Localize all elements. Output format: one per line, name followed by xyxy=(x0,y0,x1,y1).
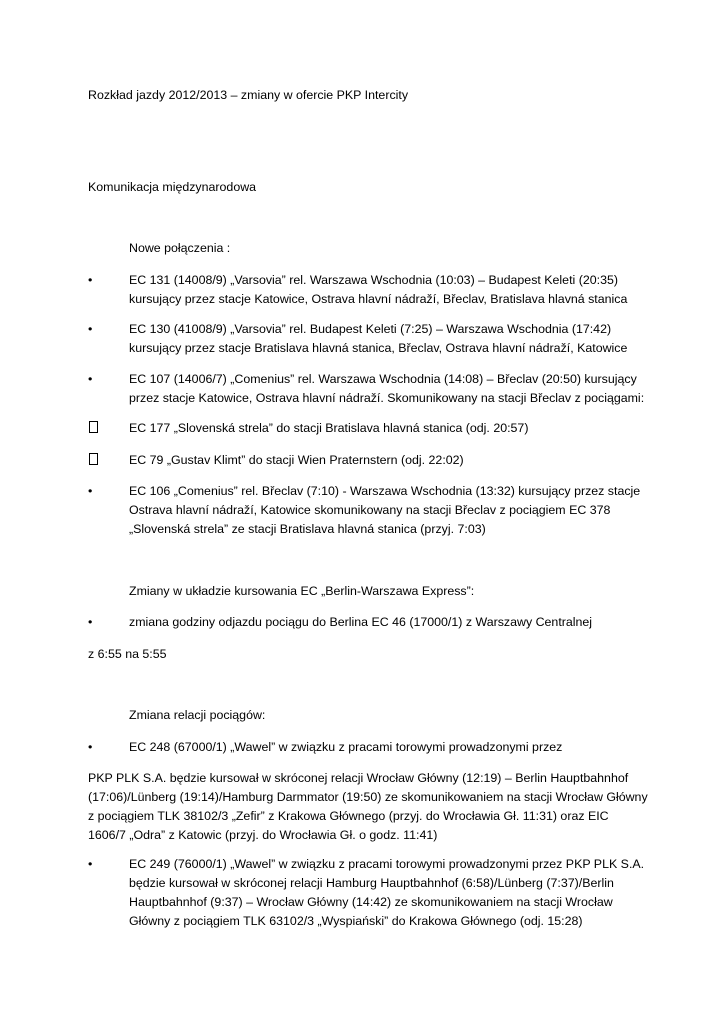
bullet-marker: • xyxy=(88,740,93,754)
checkbox-square-icon xyxy=(88,419,129,438)
bullet-marker: • xyxy=(88,857,93,871)
list-item-text: zmiana godziny odjazdu pociągu do Berlina EC 46 (17000/1) z Warszawy Centralnej xyxy=(129,615,593,629)
list-item xyxy=(88,451,648,470)
document-title: Rozkład jazdy 2012/2013 – zmiany w ofercie PKP Intercity xyxy=(88,88,409,102)
route-changes-heading: Zmiana relacji pociągów: xyxy=(129,708,266,722)
section-heading: Komunikacja międzynarodowa xyxy=(88,180,257,194)
list-item xyxy=(88,482,648,539)
new-connections-heading: Nowe połączenia : xyxy=(129,241,231,255)
list-item xyxy=(88,419,648,438)
berlin-express-heading: Zmiany w układzie kursowania EC „Berlin-Warszawa Express”: xyxy=(129,584,475,598)
list-item xyxy=(88,320,648,358)
list-item xyxy=(88,370,648,408)
continuation-text: PKP PLK S.A. będzie kursował w skróconej relacji Wrocław Główny (12:19) – Berlin Hauptbahnhof (17:06)/Lünberg (19:14)/Hamburg Darmmator (19:50) ze skomunikowaniem na stacji Wrocław Główny z pociągiem TLK 38102/3 „Zefir” z Krakowa Głównego (przyj. do Wrocławia Gł. 11:31) oraz EIC 1606/7 „Odra” z Katowic (przyj. do Wrocławia Gł. o godz. 11:41) xyxy=(88,771,648,842)
continuation-text: z 6:55 na 5:55 xyxy=(88,647,167,661)
list-item-text: EC 79 „Gustav Klimt” do stacji Wien Praternstern (odj. 22:02) xyxy=(129,453,464,467)
bullet-marker: • xyxy=(88,273,93,287)
list-item-text: EC 130 (41008/9) „Varsovia” rel. Budapest Keleti (7:25) – Warszawa Wschodnia (17:42) kursujący przez stacje Bratislava hlavná stanica, Břeclav, Ostrava hlavní nádraží, Katowice xyxy=(129,322,628,355)
list-item xyxy=(88,855,648,931)
list-item xyxy=(88,613,648,632)
bullet-marker: • xyxy=(88,372,93,386)
list-item-text: EC 131 (14008/9) „Varsovia” rel. Warszawa Wschodnia (10:03) – Budapest Keleti (20:35) kursujący przez stacje Katowice, Ostrava hlavní nádraží, Břeclav, Bratislava hlavná stanica xyxy=(129,273,628,306)
list-item-text: EC 177 „Slovenská strela” do stacji Bratislava hlavná stanica (odj. 20:57) xyxy=(129,421,529,435)
list-item-text: EC 106 „Comenius” rel. Břeclav (7:10) - Warszawa Wschodnia (13:32) kursujący przez stacje Ostrava hlavní nádraží, Katowice skomunikowany na stacji Břeclav z pociągiem EC 378 „Slovenská strela” ze stacji Bratislava hlavná stanica (przyj. 7:03) xyxy=(129,484,641,536)
list-item-text: EC 249 (76000/1) „Wawel” w związku z pracami torowymi prowadzonymi przez PKP PLK S.A. będzie kursował w skróconej relacji Hamburg Hauptbahnhof (6:58)/Lünberg (7:37)/Berlin Hauptbahnhof (9:37) – Wrocław Główny (14:42) ze skomunikowaniem na stacji Wrocław Główny z pociągiem TLK 63102/3 „Wyspiański” do Krakowa Głównego (odj. 15:28) xyxy=(129,857,645,928)
list-item-text: EC 107 (14006/7) „Comenius” rel. Warszawa Wschodnia (14:08) – Břeclav (20:50) kursujący przez stacje Katowice, Ostrava hlavní nádraží. Skomunikowany na stacji Břeclav z pociągami: xyxy=(129,372,645,405)
list-item xyxy=(88,738,648,757)
bullet-marker: • xyxy=(88,322,93,336)
bullet-marker: • xyxy=(88,484,93,498)
list-item-text: EC 248 (67000/1) „Wawel” w związku z pracami torowymi prowadzonymi przez xyxy=(129,740,563,754)
checkbox-square-icon xyxy=(88,451,129,470)
list-item xyxy=(88,271,648,309)
bullet-marker: • xyxy=(88,615,93,629)
